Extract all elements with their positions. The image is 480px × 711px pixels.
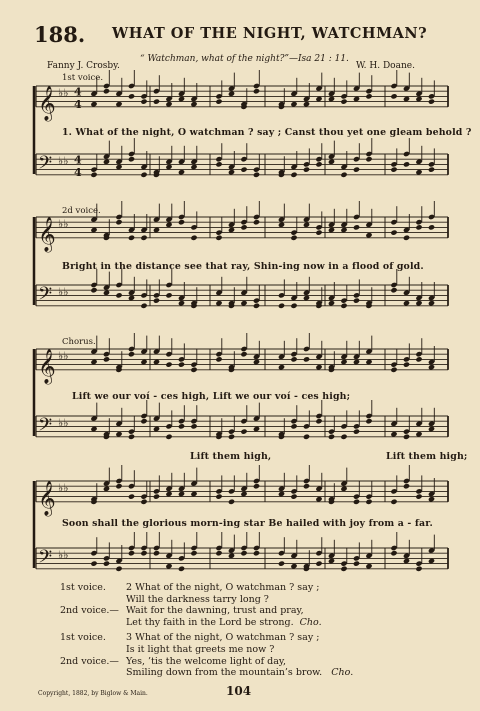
- svg-text:♭♭: ♭♭: [58, 481, 69, 495]
- svg-text:𝄞: 𝄞: [38, 216, 56, 252]
- system-4-lyrics: Soon shall the glorious morn-ing star Be hailed with joy from a - far.: [62, 518, 433, 529]
- verse-row: 1st voice. 3 What of the night, O watchman ? say ;: [60, 632, 320, 644]
- hymn-number: 188.: [34, 22, 86, 47]
- chorus-label: Chorus.: [62, 337, 96, 347]
- svg-text:♭♭: ♭♭: [58, 548, 69, 562]
- composer-credit: W. H. Doane.: [356, 61, 415, 71]
- verse-row: 2nd voice.— Wait for the dawning, trust and pray,: [60, 605, 304, 617]
- svg-text:♭♭: ♭♭: [58, 349, 69, 363]
- system-2-lyrics: Bright in the distance see that ray, Shin-ing now in a flood of gold.: [62, 261, 424, 272]
- system-1-lyrics: 1. What of the night, O watchman ? say ; Canst thou yet one gleam behold ?: [62, 127, 472, 138]
- staff: [36, 269, 448, 309]
- svg-text:𝄞: 𝄞: [38, 480, 56, 516]
- svg-text:𝄢: 𝄢: [38, 283, 53, 309]
- svg-text:𝄢: 𝄢: [38, 546, 53, 572]
- svg-text:4: 4: [74, 165, 82, 179]
- svg-text:♭♭: ♭♭: [58, 416, 69, 430]
- system-3-lyrics: Lift we our voí - ces high, Lift we our voí - ces high;: [72, 391, 351, 402]
- verse-line: Will the darkness tarry long ?: [126, 593, 269, 605]
- system-1-voice-label: 1st voice.: [62, 73, 104, 83]
- staff: [36, 400, 448, 440]
- svg-text:♭♭: ♭♭: [58, 217, 69, 231]
- svg-text:♭♭: ♭♭: [58, 86, 69, 100]
- verse-row: 1st voice. 2 What of the night, O watchman ? say ;: [60, 582, 320, 593]
- hymn-title: WHAT OF THE NIGHT, WATCHMAN?: [112, 25, 428, 42]
- system-2-voice-label: 2d voice.: [62, 206, 101, 216]
- svg-text:𝄞: 𝄞: [38, 348, 56, 384]
- verse-line: Smiling down from the mountain’s brow. Cho.: [126, 667, 354, 679]
- staff: [36, 465, 448, 517]
- verse-line: Let thy faith in the Lord be strong. Cho.: [126, 616, 322, 628]
- verse-line: Is it light that greets me now ?: [126, 643, 275, 655]
- svg-text:4: 4: [74, 97, 82, 111]
- svg-text:𝄢: 𝄢: [38, 414, 53, 440]
- svg-text:4: 4: [74, 85, 82, 99]
- svg-text:𝄞: 𝄞: [38, 85, 56, 121]
- additional-verses: [60, 582, 353, 679]
- staff: [36, 532, 448, 572]
- system-3-lower-lyrics-right: Lift them high;: [386, 451, 468, 462]
- svg-text:𝄢: 𝄢: [38, 152, 53, 178]
- staff: [36, 333, 448, 385]
- svg-text:4: 4: [74, 153, 82, 167]
- scripture-epigraph: “ Watchman, what of the night?”—Isa 21 : 11.: [140, 54, 349, 64]
- svg-text:♭♭: ♭♭: [58, 154, 69, 168]
- svg-text:♭♭: ♭♭: [58, 285, 69, 299]
- verse-row: 2nd voice.— Yes, ’tis the welcome light of day,: [60, 655, 287, 667]
- system-3-lower-lyrics-left: Lift them high,: [190, 451, 272, 462]
- page-number: 104: [226, 684, 252, 698]
- copyright-notice: Copyright, 1882, by Biglow & Main.: [38, 690, 148, 697]
- author-credit: Fanny J. Crosby.: [47, 61, 120, 71]
- staff: [36, 138, 448, 179]
